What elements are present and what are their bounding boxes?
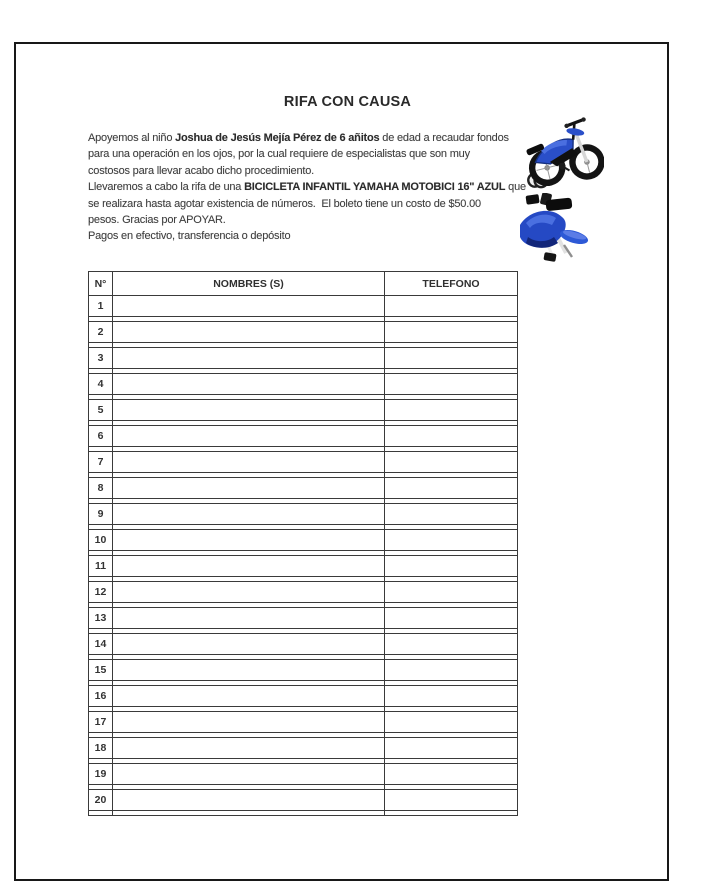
- column-header-number: N°: [89, 272, 113, 296]
- phone-cell: [385, 660, 518, 681]
- raffle-table-header: [89, 272, 518, 296]
- name-cell: [113, 660, 385, 681]
- name-cell: [113, 530, 385, 551]
- row-number-cell: 17: [89, 712, 113, 733]
- table-row: [89, 452, 518, 473]
- table-row: [89, 764, 518, 785]
- phone-cell: [385, 426, 518, 447]
- name-cell: [113, 400, 385, 421]
- phone-cell: [385, 608, 518, 629]
- table-row: [89, 374, 518, 395]
- table-row: [89, 582, 518, 603]
- row-number-cell: 16: [89, 686, 113, 707]
- name-cell: [113, 556, 385, 577]
- intro-text: [88, 130, 528, 245]
- table-row: [89, 556, 518, 577]
- intro-line: [88, 179, 528, 195]
- row-number-cell: 18: [89, 738, 113, 759]
- row-number-cell: 5: [89, 400, 113, 421]
- name-cell: [113, 478, 385, 499]
- name-cell: [113, 426, 385, 447]
- table-row: [89, 504, 518, 525]
- row-number-cell: 2: [89, 322, 113, 343]
- phone-cell: [385, 556, 518, 577]
- bike-photo-bottom: [514, 193, 592, 265]
- phone-cell: [385, 712, 518, 733]
- intro-line: para una operación en los ojos, por la cual requiere de especialistas que son muy: [88, 148, 470, 161]
- table-row: [89, 790, 518, 811]
- phone-cell: [385, 504, 518, 525]
- prize-bold: BICICLETA INFANTIL YAMAHA MOTOBICI 16" AZUL: [244, 181, 506, 194]
- name-cell: [113, 296, 385, 317]
- bike-photo-top: [518, 114, 604, 192]
- table-row: [89, 738, 518, 759]
- row-number-cell: 13: [89, 608, 113, 629]
- phone-cell: [385, 530, 518, 551]
- table-row: [89, 426, 518, 447]
- name-cell: [113, 790, 385, 811]
- name-cell: [113, 712, 385, 733]
- intro-segment: Llevaremos a cabo la rifa de una: [88, 181, 245, 194]
- row-number-cell: 3: [89, 348, 113, 369]
- table-row: [89, 608, 518, 629]
- table-row: [89, 400, 518, 421]
- name-cell: [113, 686, 385, 707]
- row-number-cell: 1: [89, 296, 113, 317]
- name-cell: [113, 634, 385, 655]
- name-cell: [113, 348, 385, 369]
- child-name-bold: Joshua de Jesús Mejía Pérez de 6 añitos: [175, 132, 380, 144]
- row-spacer: [89, 811, 518, 816]
- intro-segment: Apoyemos al niño: [88, 132, 176, 144]
- row-number-cell: 4: [89, 374, 113, 395]
- name-cell: [113, 738, 385, 759]
- table-row: [89, 660, 518, 681]
- row-number-cell: 15: [89, 660, 113, 681]
- phone-cell: [385, 452, 518, 473]
- row-number-cell: 11: [89, 556, 113, 577]
- document-title: RIFA CON CAUSA: [283, 94, 412, 110]
- row-number-cell: 6: [89, 426, 113, 447]
- phone-cell: [385, 478, 518, 499]
- name-cell: [113, 764, 385, 785]
- row-number-cell: 8: [89, 478, 113, 499]
- phone-cell: [385, 738, 518, 759]
- phone-cell: [385, 322, 518, 343]
- table-row: [89, 296, 518, 317]
- intro-segment: que: [505, 181, 526, 194]
- phone-cell: [385, 764, 518, 785]
- intro-line: Pagos en efectivo, transferencia o depósito: [88, 230, 291, 243]
- phone-cell: [385, 296, 518, 317]
- intro-line: [88, 130, 528, 146]
- name-cell: [113, 374, 385, 395]
- intro-line: costosos para llevar acabo dicho procedimiento.: [88, 164, 315, 177]
- column-header-phone: TELEFONO: [385, 272, 518, 296]
- name-cell: [113, 582, 385, 603]
- phone-cell: [385, 582, 518, 603]
- row-number-cell: 12: [89, 582, 113, 603]
- table-row: [89, 686, 518, 707]
- row-number-cell: 9: [89, 504, 113, 525]
- table-row: [89, 322, 518, 343]
- table-row: [89, 478, 518, 499]
- name-cell: [113, 322, 385, 343]
- row-number-cell: 7: [89, 452, 113, 473]
- phone-cell: [385, 374, 518, 395]
- raffle-table-body: [89, 296, 518, 816]
- table-row: [89, 348, 518, 369]
- table-row: [89, 712, 518, 733]
- table-row: [89, 530, 518, 551]
- table-row: [89, 634, 518, 655]
- intro-line: se realizara hasta agotar existencia de números. El boleto tiene un costo de $50.00: [88, 197, 481, 210]
- phone-cell: [385, 400, 518, 421]
- name-cell: [113, 452, 385, 473]
- row-number-cell: 19: [89, 764, 113, 785]
- row-number-cell: 20: [89, 790, 113, 811]
- phone-cell: [385, 634, 518, 655]
- name-cell: [113, 608, 385, 629]
- row-number-cell: 14: [89, 634, 113, 655]
- column-header-names: NOMBRES (S): [113, 272, 385, 296]
- phone-cell: [385, 348, 518, 369]
- name-cell: [113, 504, 385, 525]
- intro-line: pesos. Gracias por APOYAR.: [88, 214, 226, 227]
- phone-cell: [385, 790, 518, 811]
- raffle-table: [88, 271, 518, 816]
- intro-segment: de edad a recaudar fondos: [379, 132, 509, 144]
- phone-cell: [385, 686, 518, 707]
- row-number-cell: 10: [89, 530, 113, 551]
